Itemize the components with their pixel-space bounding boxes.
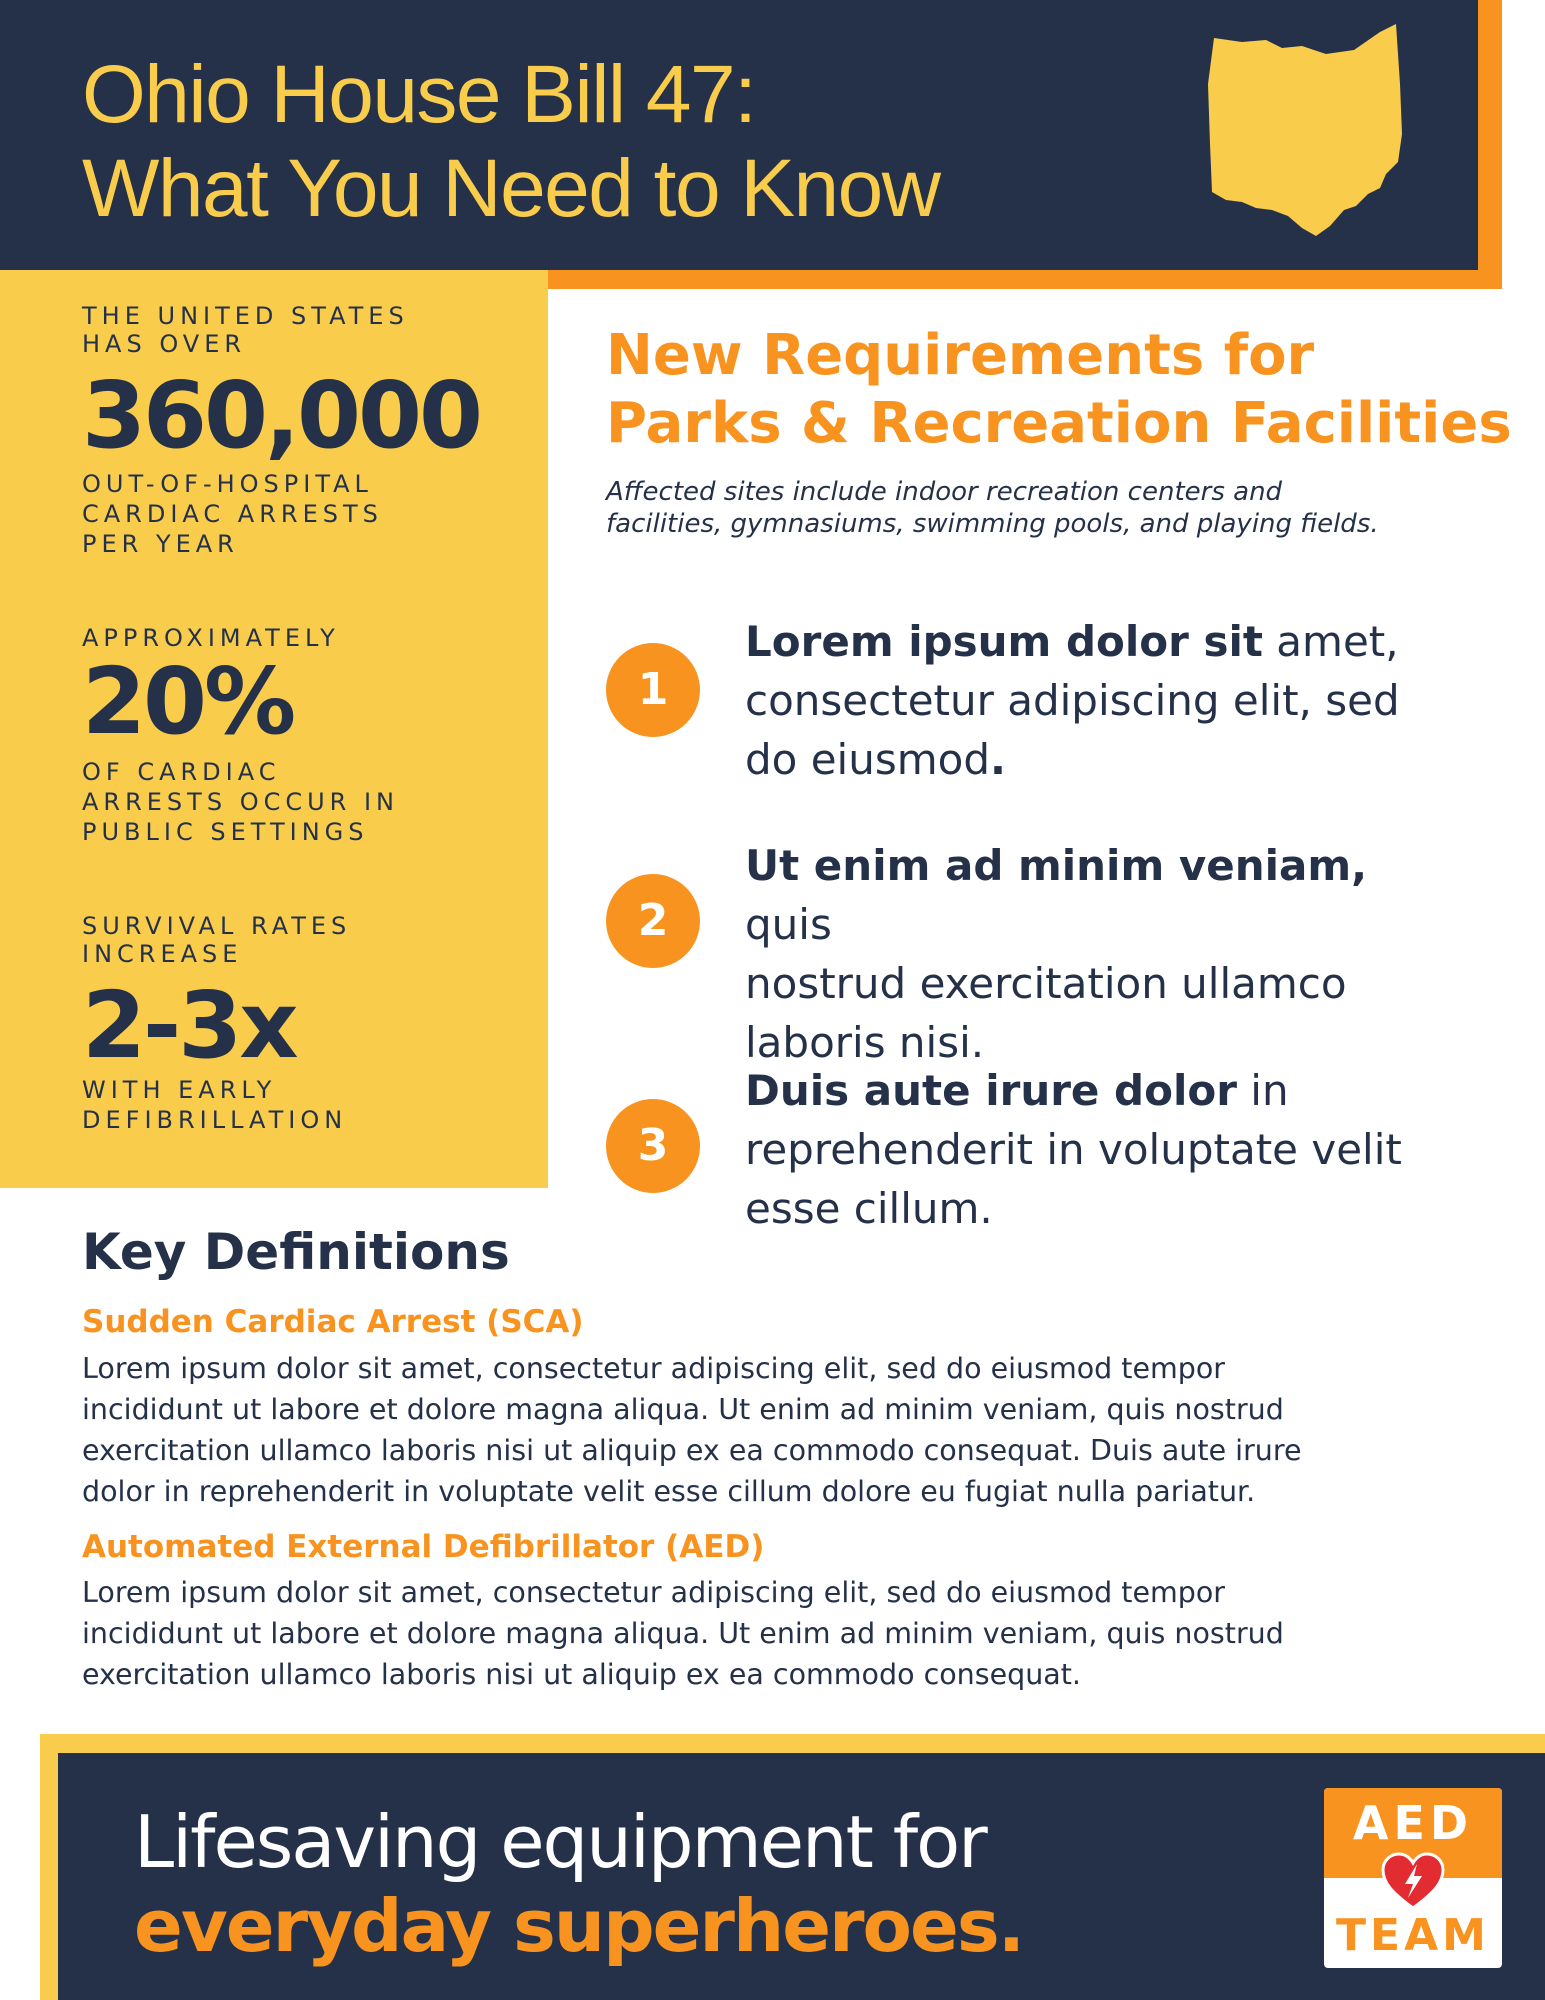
requirement-3-text-line1: in [1236,1066,1289,1115]
stat-1-post-line3: PER YEAR [82,530,239,558]
stat-3-post-line1: WITH EARLY [82,1076,277,1104]
logo-aed-text: AED [1352,1796,1474,1850]
requirement-1-text-line2: consectetur adipiscing elit, sed [745,676,1400,725]
requirement-2-text-line2: nostrud exercitation ullamco [745,959,1347,1008]
definition-aed-line3: exercitation ullamco laboris nisi ut aliquip ex ea commodo consequat. [82,1658,1081,1691]
requirement-1-number-badge: 1 [606,643,700,737]
requirement-2-number-badge: 2 [606,874,700,968]
requirements-title-line1: New Requirements for [606,323,1315,388]
stat-3-pre-line2: INCREASE [82,940,243,968]
requirement-2-line1 [745,836,1465,954]
requirement-1-end-bold: . [990,735,1006,784]
footer-tagline-line2: everyday superheroes. [134,1884,1024,1968]
page-title-line2: What You Need to Know [82,143,940,234]
requirement-1-bold: Lorem ipsum dolor sit [745,617,1263,666]
definition-term-aed: Automated External Defibrillator (AED) [82,1529,765,1565]
stat-1-pre-line2: HAS OVER [82,330,247,358]
requirement-1-line3 [745,730,1465,789]
stat-2-post-line1: OF CARDIAC [82,758,281,786]
requirements-title-line2: Parks & Recreation Facilities [606,391,1512,456]
requirement-2-text-line1: quis [745,900,832,949]
requirements-subtitle [606,476,1486,540]
requirements-title [606,322,1512,458]
heart-lightning-icon [1381,1852,1445,1910]
stat-2-post-line2: ARRESTS OCCUR IN [82,788,399,816]
requirement-1-text-line3: do eiusmod [745,735,990,784]
stat-1-post-line2: CARDIAC ARRESTS [82,500,383,528]
definition-aed-line1: Lorem ipsum dolor sit amet, consectetur adipiscing elit, sed do eiusmod tempor [82,1576,1226,1609]
requirement-3-number-badge: 3 [606,1099,700,1193]
requirement-1-text-line1: amet, [1262,617,1399,666]
requirement-1-line1 [745,612,1465,671]
stat-2-value: 20% [82,648,294,755]
requirement-3-text-line3: esse cillum. [745,1184,993,1233]
definition-aed-line2: incididunt ut labore et dolore magna aliqua. Ut enim ad minim veniam, quis nostrud [82,1617,1284,1650]
ohio-state-map-icon [1204,24,1406,240]
requirement-2-text [745,836,1465,1072]
requirements-subtitle-line1: Affected sites include indoor recreation centers and [606,477,1283,507]
definition-body-aed [82,1572,1502,1695]
requirement-3-bold: Duis aute irure dolor [745,1066,1237,1115]
stat-3-value: 2-3x [82,972,296,1079]
requirement-3-text [745,1061,1465,1238]
requirement-2-bold: Ut enim ad minim veniam, [745,841,1368,890]
aed-team-logo [1324,1788,1502,1968]
stat-1-post-line1: OUT-OF-HOSPITAL [82,470,373,498]
stat-3-post-line2: DEFIBRILLATION [82,1106,348,1134]
requirement-3-line1 [745,1061,1465,1120]
page-title [82,48,939,236]
definition-sca-line3: exercitation ullamco laboris nisi ut aliquip ex ea commodo consequat. Duis aute irure [82,1434,1302,1467]
stat-2-pre-line1: APPROXIMATELY [82,624,340,652]
footer-tagline-line1: Lifesaving equipment for [134,1800,986,1884]
requirement-3-text-line2: reprehenderit in voluptate velit [745,1125,1402,1174]
requirements-subtitle-line2: facilities, gymnasiums, swimming pools, and playing fields. [606,509,1379,539]
definition-sca-line2: incididunt ut labore et dolore magna aliqua. Ut enim ad minim veniam, quis nostrud [82,1393,1284,1426]
definition-sca-line1: Lorem ipsum dolor sit amet, consectetur adipiscing elit, sed do eiusmod tempor [82,1352,1226,1385]
definitions-title: Key Definitions [82,1223,510,1281]
definition-term-sca: Sudden Cardiac Arrest (SCA) [82,1304,584,1340]
logo-team-text: TEAM [1336,1910,1490,1961]
requirement-2-text-line3: laboris nisi. [745,1018,985,1067]
requirement-1-text [745,612,1465,789]
stat-2-post-line3: PUBLIC SETTINGS [82,818,369,846]
stat-1-value: 360,000 [82,362,481,469]
page-title-line1: Ohio House Bill 47: [82,49,756,140]
stat-3-pre-line1: SURVIVAL RATES [82,912,352,940]
definition-sca-line4: dolor in reprehenderit in voluptate velit esse cillum dolore eu fugiat nulla pariatur. [82,1475,1256,1508]
definition-body-sca [82,1348,1502,1512]
stat-1-pre-line1: THE UNITED STATES [82,302,409,330]
